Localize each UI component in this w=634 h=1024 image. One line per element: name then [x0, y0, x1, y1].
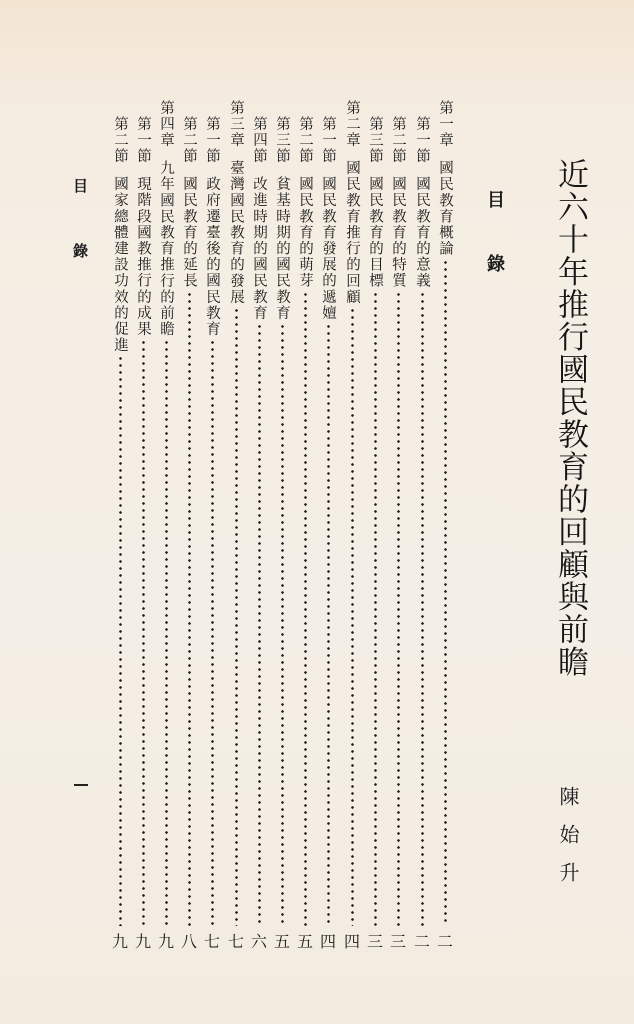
toc-entry-number: 第一章 — [437, 100, 453, 149]
dotted-leader — [351, 307, 354, 926]
toc-entry-title: 政府遷臺後的國民教育 — [204, 176, 220, 338]
toc-entry-label — [271, 116, 293, 321]
toc-entry-number: 第三節 — [367, 116, 383, 165]
toc-entry-label — [201, 116, 223, 337]
toc-entry-title: 國民教育發展的遞嬗 — [320, 176, 336, 322]
toc-page-number: 四 — [319, 932, 336, 951]
toc-entry-section[interactable] — [109, 116, 131, 952]
toc-entry-section[interactable] — [294, 116, 316, 952]
dotted-leader — [444, 259, 447, 926]
toc-entry-chapter[interactable] — [155, 100, 177, 952]
toc-page-number: 七 — [203, 932, 220, 951]
running-head: 目錄 — [71, 178, 89, 308]
toc-entry-title: 臺灣國民教育的發展 — [228, 160, 244, 306]
toc-entry-section[interactable] — [248, 116, 270, 952]
toc-entry-section[interactable] — [132, 116, 154, 952]
toc-entry-title: 改進時期的國民教育 — [251, 176, 267, 322]
dotted-leader — [258, 323, 261, 926]
dotted-leader — [304, 291, 307, 926]
toc-entry-chapter[interactable] — [434, 100, 456, 952]
dotted-leader — [235, 307, 238, 926]
dotted-leader — [211, 339, 214, 926]
dotted-leader — [119, 355, 122, 926]
toc-entry-number: 第四章 — [158, 100, 174, 149]
toc-entry-number: 第一節 — [135, 116, 151, 165]
toc-entry-title: 九年國民教育推行的前瞻 — [158, 160, 174, 338]
toc-entry-chapter[interactable] — [225, 100, 247, 952]
toc-entry-label — [132, 116, 154, 337]
folio-page-number — [74, 784, 88, 786]
toc-page-number: 九 — [134, 932, 151, 951]
toc-page-number: 七 — [227, 932, 244, 951]
toc-page-number: 九 — [157, 932, 174, 951]
toc-entry-number: 第二節 — [297, 116, 313, 165]
toc-entry-label — [317, 116, 339, 321]
toc-page-number: 五 — [273, 932, 290, 951]
toc-entry-label — [109, 116, 131, 353]
toc-entry-label — [364, 116, 386, 289]
toc-page-number: 九 — [111, 932, 128, 951]
dotted-leader — [281, 323, 284, 926]
toc-entry-number: 第二節 — [390, 116, 406, 165]
dotted-leader — [374, 291, 377, 926]
toc-entry-number: 第二節 — [181, 116, 197, 165]
toc-entry-title: 現階段國教推行的成果 — [135, 176, 151, 338]
toc-page-number: 八 — [180, 932, 197, 951]
toc-entry-number: 第二章 — [344, 100, 360, 149]
toc-page-number: 二 — [436, 932, 453, 951]
toc-entry-title: 國民教育的延長 — [181, 176, 197, 290]
toc-page-number: 四 — [343, 932, 360, 951]
toc-page-number: 五 — [296, 932, 313, 951]
toc-entry-section[interactable] — [178, 116, 200, 952]
dotted-leader — [188, 291, 191, 926]
toc-entry-section[interactable] — [201, 116, 223, 952]
toc-entry-chapter[interactable] — [341, 100, 363, 952]
toc-entry-label — [178, 116, 200, 289]
toc-entry-section[interactable] — [387, 116, 409, 952]
toc-entry-number: 第一節 — [414, 116, 430, 165]
toc-entry-label — [434, 100, 456, 257]
toc-entry-number: 第一節 — [320, 116, 336, 165]
toc-entry-label — [248, 116, 270, 321]
toc-entry-title: 國民教育的萌芽 — [297, 176, 313, 290]
toc-entry-section[interactable] — [271, 116, 293, 952]
toc-entry-section[interactable] — [411, 116, 433, 952]
toc-page-number: 二 — [413, 932, 430, 951]
document-title: 近六十年推行國民教育的回顧與前瞻 — [552, 158, 588, 678]
toc-page-number: 六 — [250, 932, 267, 951]
toc-entry-label — [411, 116, 433, 289]
toc-entry-label — [387, 116, 409, 289]
toc-entry-number: 第二節 — [112, 116, 128, 165]
toc-page-number: 三 — [389, 932, 406, 951]
toc-entry-title: 貧基時期的國民教育 — [274, 176, 290, 322]
author-name: 陳始升 — [556, 786, 580, 900]
toc-entry-title: 國民教育的特質 — [390, 176, 406, 290]
toc-entry-title: 國民教育的目標 — [367, 176, 383, 290]
toc-entry-number: 第四節 — [251, 116, 267, 165]
toc-entry-section[interactable] — [317, 116, 339, 952]
toc-entry-label — [294, 116, 316, 289]
dotted-leader — [327, 323, 330, 926]
toc-entry-title: 國民教育的意義 — [414, 176, 430, 290]
dotted-leader — [421, 291, 424, 926]
toc-entry-number: 第三節 — [274, 116, 290, 165]
toc-entry-label — [225, 100, 247, 305]
toc-entry-label — [155, 100, 177, 337]
dotted-leader — [165, 339, 168, 926]
toc-page-number: 三 — [366, 932, 383, 951]
toc-entry-number: 第一節 — [204, 116, 220, 165]
toc-entry-title: 國民教育推行的回顧 — [344, 160, 360, 306]
dotted-leader — [142, 339, 145, 926]
toc-entry-section[interactable] — [364, 116, 386, 952]
toc-entry-title: 國家總體建設功效的促進 — [112, 176, 128, 354]
toc-entry-title: 國民教育概論 — [437, 160, 453, 257]
toc-heading: 目錄 — [484, 190, 505, 318]
toc-entry-label — [341, 100, 363, 305]
dotted-leader — [397, 291, 400, 926]
toc-entry-number: 第三章 — [228, 100, 244, 149]
